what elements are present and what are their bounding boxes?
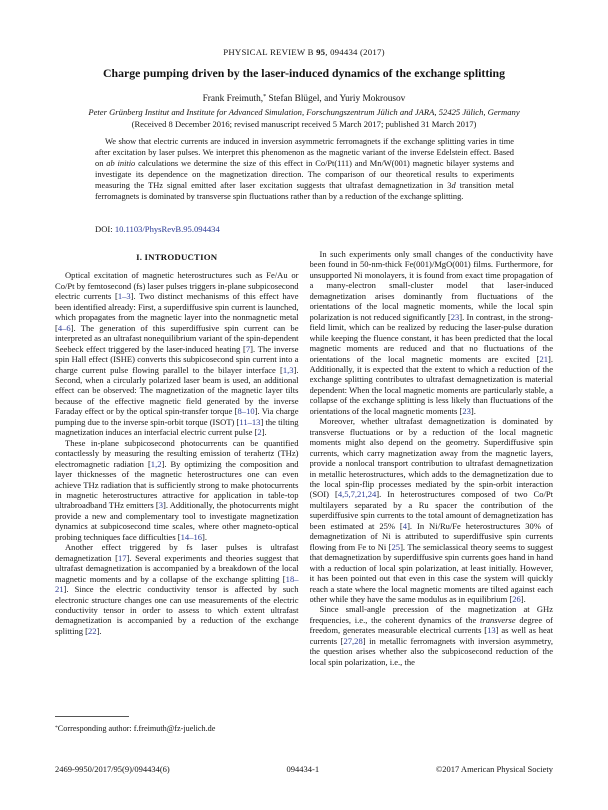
doi-label: DOI: — [95, 224, 115, 234]
paragraph: Optical excitation of magnetic heterostructures such as Fe/Au or Co/Pt by femtosecond (fs) laser pulses triggers in-plane subpicosecond electric currents [1–3]. Two distinct mechanisms of this effect have been identified already: First, a superdiffusive spin current is launched, which propagates from the magnetic layer into the nonmagnetic metal [4–6]. The generation of this superdiffusive spin current can be interpreted as an ultrafast nonequilibrium variant of the spin-dependent Seebeck effect triggered by the laser-induced heating [7]. The inverse spin Hall effect (ISHE) converts this subpicosecond spin current into a charge current pulse flowing parallel to the bilayer interface [1,3]. Second, when a circularly polarized laser beam is used, an additional effect can be observed: The magnetization of the magnetic layer tilts because of the effective magnetic field generated by the inverse Faraday effect or by the optical spin-transfer torque [8–10]. Via charge pumping due to the inverse spin-orbit torque (ISOT) [11–13] the tilting magnetization induces an interfacial electric current pulse [2]. — [55, 270, 299, 438]
citation-link[interactable]: 26 — [512, 593, 521, 604]
received-line: (Received 8 December 2016; revised manuscript received 5 March 2017; published 31 March 2017) — [131, 119, 477, 129]
citation-link[interactable]: 13 — [487, 625, 496, 636]
styled-text-segment: * — [55, 724, 58, 731]
citation-link[interactable]: 27,28 — [343, 635, 363, 646]
citation-link[interactable]: 17 — [117, 552, 127, 563]
affiliation-line: Peter Grünberg Institut and Institute for Advanced Simulation, Forschungszentrum Jülich and JARA, 52425 Jülich, Germany — [88, 107, 520, 117]
page-footer — [55, 764, 553, 774]
citation-link[interactable]: 1,2 — [150, 458, 162, 469]
journal-header — [0, 47, 608, 57]
paragraph: Since small-angle precession of the magnetization at GHz frequencies, i.e., the coherent dynamics of the transverse degree of freedom, generates measurable electrical currents [13] as well as heat currents [27,28] in metallic ferromagnets with inversion asymmetry, the question arises whether also the subpicosecond reduction of the local spin polarization, i.e., the — [309, 604, 553, 667]
styled-text-segment: * — [263, 93, 267, 101]
copyright-notice: ©2017 American Physical Society — [435, 764, 553, 774]
citation-link[interactable]: 7 — [245, 343, 251, 354]
citation-link[interactable]: 14–16 — [180, 531, 203, 542]
abstract: We show that electric currents are induced in inversion asymmetric ferromagnets if the exchange splitting varies in time after excitation by laser pulses. We interpret this phenomenon as the magnetic variant of the inverse Edelstein effect. Based on ab initio calculations we determine the size of this effect in Co/Pt(111) and Mn/W(001) magnetic bilayer systems and investigate its dependence on the magnetization direction. The comparison of our theoretical results to experiments measuring the THz signal emitted after laser excitation suggests that ultrafast demagnetization in 3d transition metal ferromagnets is dominated by transverse spin fluctuations rather than by a reduction of the exchange splitting. — [95, 137, 514, 202]
citation-link[interactable]: 3 — [158, 500, 164, 511]
citation-link[interactable]: 4 — [402, 520, 408, 531]
footnote-divider — [55, 716, 129, 717]
right-column — [310, 249, 554, 761]
journal-volume: 95 — [316, 47, 326, 57]
journal-name: PHYSICAL REVIEW B — [223, 47, 317, 57]
page-number: 094434-1 — [286, 764, 320, 774]
journal-issue: , 094434 (2017) — [325, 47, 385, 57]
citation-link[interactable]: 21 — [539, 353, 549, 364]
paragraph: Moreover, whether ultrafast demagnetization is dominated by transverse fluctuations or by a reduction of the local magnetic moments might also depend on the geometry. Superdiffusive spin currents, which carry magnetization away from the magnetic layers, provide a nonlocal transport contribution to ultrafast demagnetization in metallic heterostructures, which adds to the demagnetization due to the local spin-flip processes mediated by the spin-orbit interaction (SOI) [4,5,7,21,24]. In heterostructures composed of two Co/Pt multilayers separated by a Ru spacer the contribution of the superdiffusive spin currents to the total amount of demagnetization has been estimated at 25% [4]. In Ni/Ru/Fe heterostructures 30% of demagnetization of Ni is attributed to superdiffusive spin currents flowing from Fe to Ni [25]. The semiclassical theory seems to suggest that demagnetization by superdiffusive spin currents goes hand in hand with a reduction of local spin polarization, at least initially. However, it has been pointed out that even in this case the system will quickly reach a state where the local magnetic moments are tilted against each other while they have the same modulus as in equilibrium [26]. — [309, 416, 553, 604]
footnote — [55, 716, 298, 733]
doi-link[interactable]: 10.1103/PhysRevB.95.094434 — [114, 224, 220, 234]
page-title: Charge pumping driven by the laser-induced dynamics of the exchange splitting — [103, 66, 505, 80]
citation-link[interactable]: 4–6 — [57, 322, 71, 333]
paragraph: In such experiments only small changes of the conductivity have been found in 50-nm-thick Fe(001)/MgO(001) films. Furthermore, for unsupported Ni monolayers, it is found from exact time propagation of a many-electron small-cluster model that laser-induced demagnetization arises dominantly from fluctuations of the orientations of the local magnetic moments, while the local spin polarization is not reduced significantly [23]. In contrast, in the strong-field limit, which can be realized by reducing the laser-pulse duration while keeping the fluence constant, it has been predicted that the local magnetic moments are reduced and that no fluctuations of the orientations of the local magnetic moments are excited [21]. Additionally, it is expected that the extent to which a reduction of the exchange splitting contributes to ultrafast demagnetization is material dependent: When the local magnetic moments are particularly stable, a collapse of the exchange splitting is less likely than fluctuations of the orientations of the local magnetic moments [23]. — [309, 249, 553, 416]
citation-link[interactable]: 1,3 — [282, 364, 294, 375]
citation-link[interactable]: 18–21 — [55, 573, 299, 595]
doi-line — [95, 224, 220, 234]
styled-text-segment: ab initio — [106, 159, 136, 169]
citation-link[interactable]: 23 — [450, 311, 460, 322]
section-heading-introduction: I. INTRODUCTION — [136, 252, 218, 262]
body-columns — [55, 249, 553, 761]
citation-link[interactable]: 1–3 — [117, 291, 131, 302]
corresponding-author-note: *Corresponding author: f.freimuth@fz-juelich.de — [55, 724, 216, 733]
authors-line: Frank Freimuth,* Stefan Blügel, and Yuriy Mokrousov — [202, 93, 406, 104]
citation-link[interactable]: 8–10 — [237, 406, 255, 417]
paragraph: These in-plane subpicosecond photocurrents can be quantified contactlessly by measuring the resulting emission of terahertz (THz) electromagnetic radiation [1,2]. By optimizing the composition and layer thicknesses of the magnetic heterostructures one can even achieve THz radiation that is sufficiently strong to make photocurrents in magnetic heterostructures attractive for application in table-top ultrabroadband THz emitters [3]. Additionally, the photocurrents might provide a new and complementary tool to investigate magnetization dynamics at subpicosecond time scales, where other magneto-optical probing techniques face difficulties [14–16]. — [55, 437, 299, 542]
citation-link[interactable]: 4,5,7,21,24 — [337, 489, 377, 500]
citation-link[interactable]: 25 — [391, 541, 401, 552]
citation-link[interactable]: 2 — [257, 427, 262, 438]
citation-link[interactable]: 22 — [88, 625, 97, 636]
styled-text-segment: d — [451, 181, 456, 191]
styled-text-segment: transverse — [480, 614, 516, 625]
left-column — [55, 249, 299, 761]
paragraph: Another effect triggered by fs laser pulses is ultrafast demagnetization [17]. Several experiments and theories suggest that ultrafast demagnetization is accompanied by a breakdown of the local magnetic moments and by a collapse of the exchange splitting [18–21]. Since the electric conductivity tensor is affected by such electronic structure changes one can use measurements of the electric conductivity tensor in order to assess to which extent ultrafast demagnetization is accompanied by a reduction of the exchange splitting [22]. — [55, 542, 299, 636]
citation-link[interactable]: 11–13 — [239, 416, 261, 427]
issn-code: 2469-9950/2017/95(9)/094434(6) — [55, 764, 170, 774]
citation-link[interactable]: 23 — [462, 405, 471, 416]
